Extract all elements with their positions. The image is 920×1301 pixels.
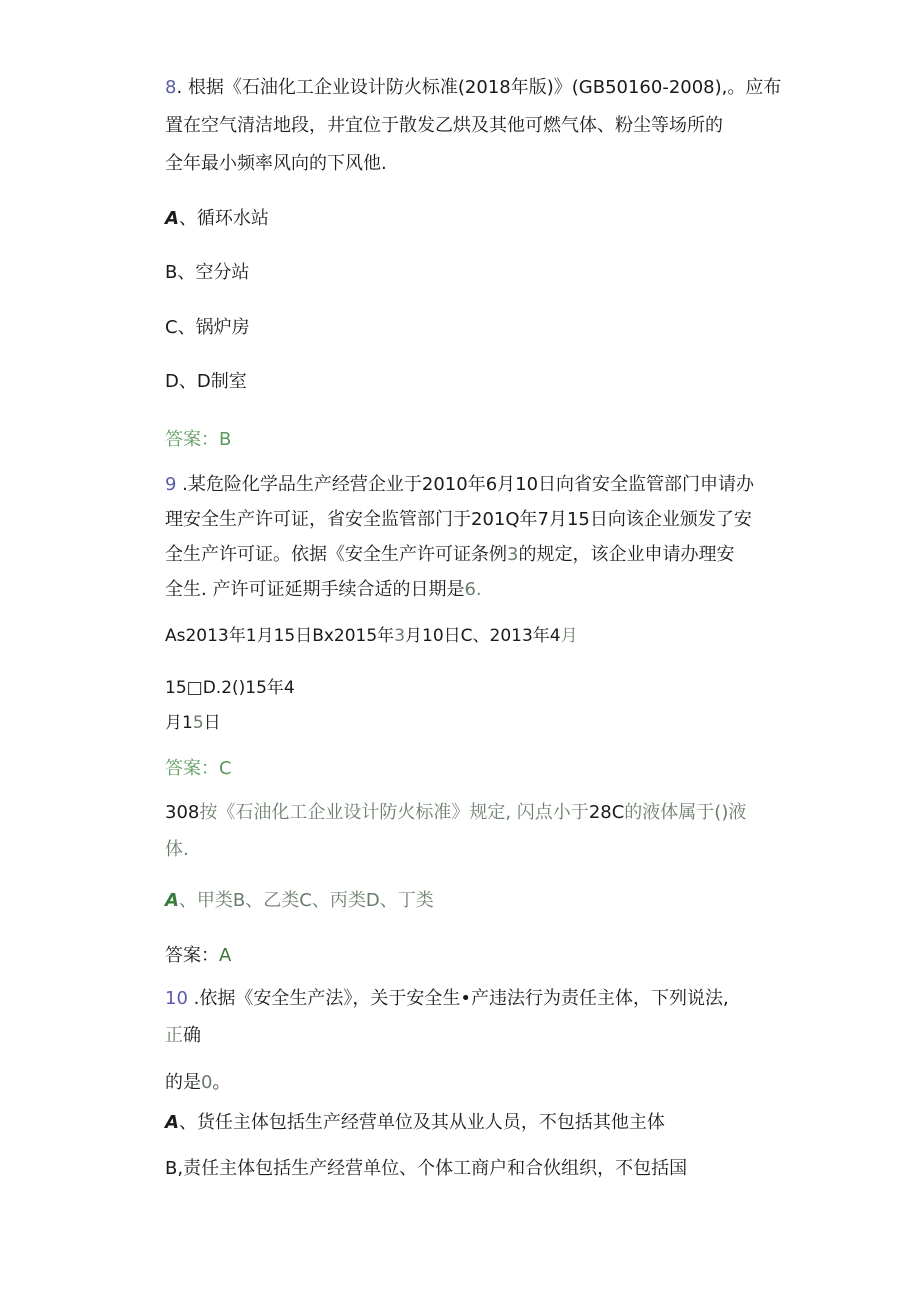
- q8-option-a: A、循环水站: [165, 208, 269, 229]
- q30-line1: 308按《石油化工企业设计防火标准》规定, 闪点小于28C的液体属于()液: [165, 802, 747, 823]
- q30-number: 308: [165, 802, 200, 823]
- q8-option-b: B、空分站: [165, 262, 250, 283]
- q10-line2: 正确: [165, 1025, 201, 1046]
- q9-line1: 9 .某危险化学品生产经营企业于2010年6月10日向省安全监管部门申请办: [165, 474, 755, 495]
- q30-options: A、甲类B、乙类C、丙类D、丁类: [165, 890, 434, 911]
- q8-line2: 置在空气清洁地段，井宜位于散发乙烘及其他可燃气体、粉尘等场所的: [165, 115, 723, 136]
- q30-answer: 答案：A: [165, 945, 232, 966]
- q9-line3: 全生产许可证。依据《安全生产许可证条例3的规定，该企业申请办理安: [165, 544, 735, 565]
- q9-line4: 全生. 产许可证延期手续合适的日期是6.: [165, 579, 482, 600]
- q30-line2: 体.: [165, 839, 189, 860]
- q10-number: 10: [165, 988, 188, 1009]
- q8-option-c: C、锅炉房: [165, 317, 250, 338]
- q8-line1: 8. 根据《石油化工企业设计防火标准(2018年版)》(GB50160-2008),。应布: [165, 77, 782, 98]
- q9-options-line1: As2013年1月15日Bx2015年3月10日C、2013年4月: [165, 626, 578, 646]
- q8-number: 8: [165, 77, 177, 98]
- q9-line2: 理安全生产许可证，省安全监管部门于201Q年7月15日向该企业颁发了安: [165, 509, 752, 530]
- q10-line3: 的是0。: [165, 1072, 231, 1093]
- q9-answer: 答案：C: [165, 758, 232, 779]
- q8-answer: 答案：B: [165, 429, 232, 450]
- q9-options-line3: 月15日: [165, 713, 221, 733]
- q10-option-b: B,责任主体包括生产经营单位、个体工商户和合伙组织，不包括国: [165, 1158, 688, 1179]
- q9-options-line2: 15□D.2()15年4: [165, 678, 295, 698]
- q8-line3: 全年最小频率风向的下风他.: [165, 153, 387, 174]
- q8-option-d: D、D制室: [165, 371, 247, 392]
- q9-number: 9: [165, 474, 177, 495]
- q10-option-a: A、货任主体包括生产经营单位及其从业人员，不包括其他主体: [165, 1112, 665, 1133]
- q10-line1: 10 .依据《安全生产法》，关于安全生•产违法行为责任主体，下列说法,: [165, 988, 729, 1009]
